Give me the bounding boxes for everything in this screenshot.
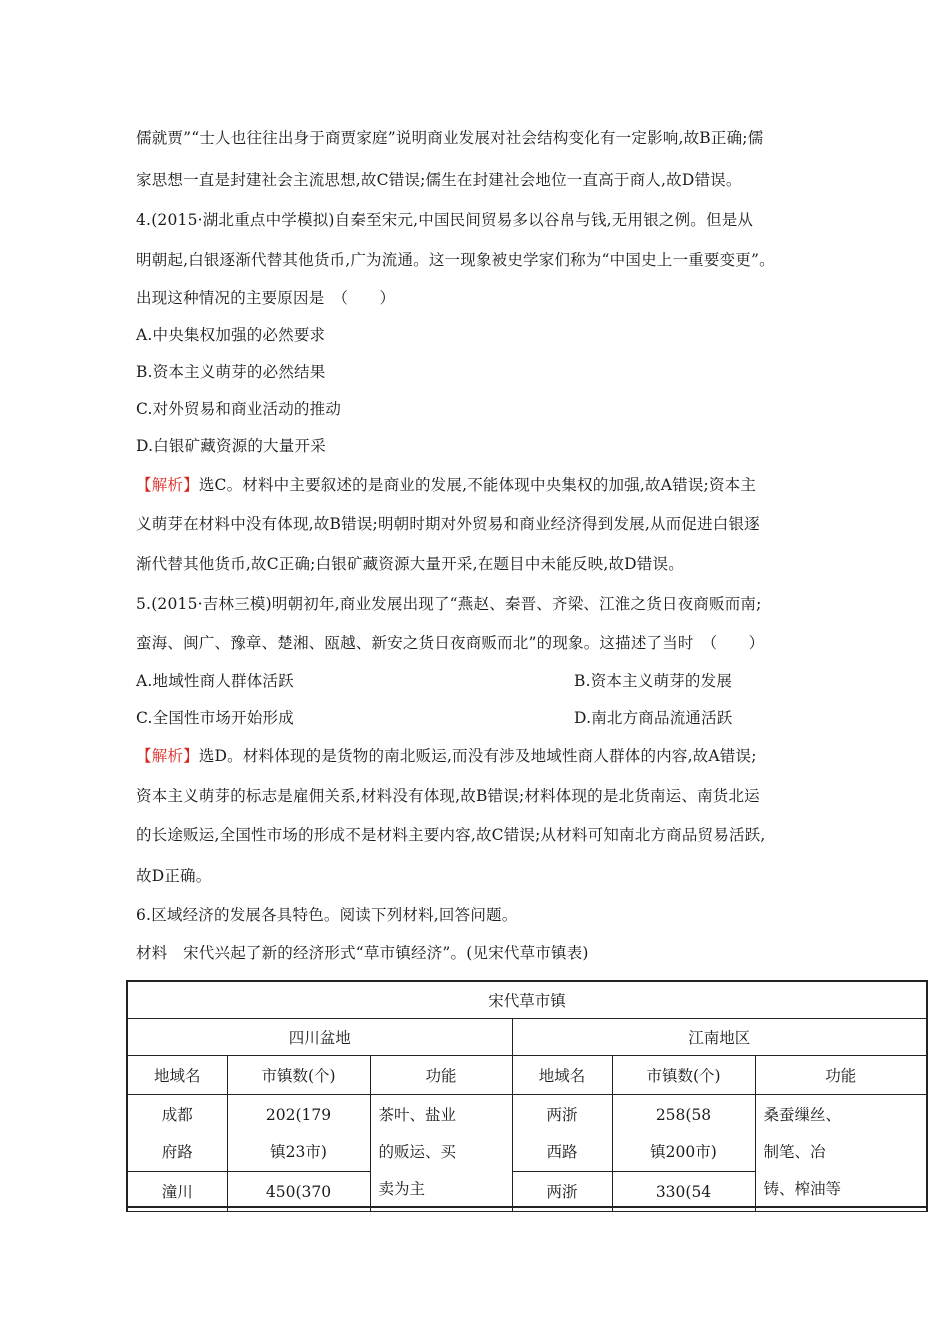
table-cell: 202(179 镇23市)	[227, 1095, 370, 1172]
option-b: B.资本主义萌芽的必然结果	[136, 363, 326, 381]
analysis-text: 选C。材料中主要叙述的是商业的发展,不能体现中央集权的加强,故A错误;资本主	[198, 476, 757, 494]
table-title: 宋代草市镇	[127, 981, 927, 1019]
question-6-stem: 6.区域经济的发展各具特色。阅读下列材料,回答问题。	[136, 906, 518, 924]
table-cell: 桑蚕缫丝、 制笔、冶 铸、榨油等	[755, 1095, 927, 1212]
option-a: A.中央集权加强的必然要求	[136, 326, 326, 344]
region-jiangnan: 江南地区	[512, 1019, 927, 1056]
column-header: 功能	[755, 1056, 927, 1095]
material-intro: 材料 宋代兴起了新的经济形式“草市镇经济”。(见宋代草市镇表)	[136, 944, 589, 962]
question-4-stem: 出现这种情况的主要原因是 （ ）	[136, 289, 396, 307]
option-d: D.南北方商品流通活跃	[574, 709, 733, 727]
table-cell: 258(58 镇200市)	[612, 1095, 755, 1172]
column-header: 功能	[370, 1056, 512, 1095]
analysis-4	[136, 475, 756, 495]
analysis-text: 选D。材料体现的是货物的南北贩运,而没有涉及地域性商人群体的内容,故A错误;	[198, 747, 757, 765]
option-c: C.全国性市场开始形成	[136, 709, 294, 727]
text-line: 家思想一直是封建社会主流思想,故C错误;儒生在封建社会地位一直高于商人,故D错误。	[136, 171, 742, 189]
question-4-stem: 4.(2015·湖北重点中学模拟)自秦至宋元,中国民间贸易多以谷帛与钱,无用银之例。但是从	[136, 211, 754, 229]
column-header: 地域名	[512, 1056, 612, 1095]
market-town-table	[126, 980, 928, 1212]
column-header: 市镇数(个)	[612, 1056, 755, 1095]
question-5-stem: 5.(2015·吉林三模)明朝初年,商业发展出现了“燕赵、秦晋、齐梁、江淮之货日夜商贩而南;	[136, 595, 762, 613]
analysis-5	[136, 746, 757, 766]
table-cell: 潼川	[127, 1172, 227, 1212]
analysis-4: 义萌芽在材料中没有体现,故B错误;明朝时期对外贸易和商业经济得到发展,从而促进白银逐	[136, 515, 760, 533]
table-cell: 茶叶、盐业 的贩运、买 卖为主	[370, 1095, 512, 1212]
analysis-tag: 【解析】	[136, 747, 199, 765]
option-b: B.资本主义萌芽的发展	[574, 672, 733, 690]
column-header: 地域名	[127, 1056, 227, 1095]
option-c: C.对外贸易和商业活动的推动	[136, 400, 342, 418]
table-cell: 450(370	[227, 1172, 370, 1212]
option-a: A.地域性商人群体活跃	[136, 672, 294, 690]
question-5-stem: 蛮海、闽广、豫章、楚湘、瓯越、新安之货日夜商贩而北”的现象。这描述了当时 （ ）	[136, 634, 765, 652]
analysis-4: 渐代替其他货币,故C正确;白银矿藏资源大量开采,在题目中未能反映,故D错误。	[136, 555, 684, 573]
option-d: D.白银矿藏资源的大量开采	[136, 437, 326, 455]
analysis-5: 的长途贩运,全国性市场的形成不是材料主要内容,故C错误;从材料可知南北方商品贸易活跃,	[136, 826, 766, 844]
analysis-5: 故D正确。	[136, 867, 212, 885]
text-line: 儒就贾”“士人也往往出身于商贾家庭”说明商业发展对社会结构变化有一定影响,故B正确;儒	[136, 129, 764, 147]
table-cell: 两浙	[512, 1172, 612, 1212]
table-cell: 成都 府路	[127, 1095, 227, 1172]
table-cell: 330(54	[612, 1172, 755, 1212]
column-header: 市镇数(个)	[227, 1056, 370, 1095]
analysis-5: 资本主义萌芽的标志是雇佣关系,材料没有体现,故B错误;材料体现的是北货南运、南货北运	[136, 787, 760, 805]
option-row	[136, 708, 733, 728]
table-cell: 两浙 西路	[512, 1095, 612, 1172]
analysis-tag: 【解析】	[136, 476, 199, 494]
table-bottom-border	[126, 1206, 926, 1208]
option-row	[136, 671, 733, 691]
region-sichuan: 四川盆地	[127, 1019, 512, 1056]
question-4-stem: 明朝起,白银逐渐代替其他货币,广为流通。这一现象被史学家们称为“中国史上一重要变更”。	[136, 251, 775, 269]
